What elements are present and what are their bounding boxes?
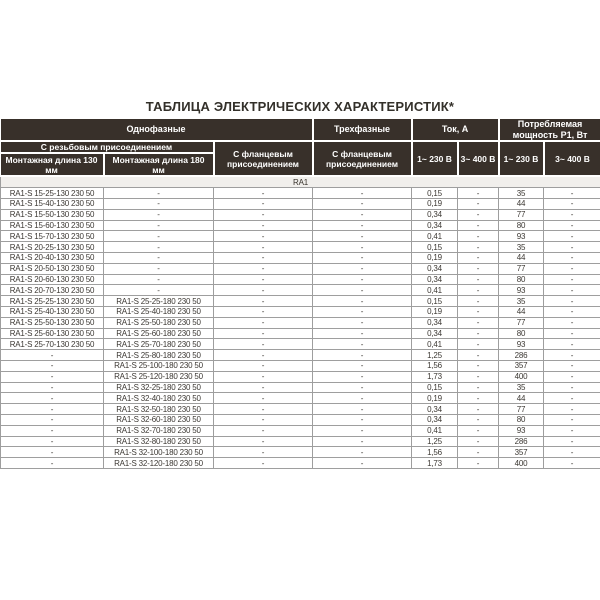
table-cell: - — [313, 199, 412, 210]
table-cell: RA1-S 32-60-180 230 50 — [104, 414, 214, 425]
table-cell: - — [544, 425, 600, 436]
table-row — [1, 263, 600, 274]
table-cell: RA1-S 32-25-180 230 50 — [104, 382, 214, 393]
table-cell: RA1-S 15-25-130 230 50 — [1, 188, 104, 199]
table-cell: - — [313, 317, 412, 328]
table-cell: RA1-S 15-70-130 230 50 — [1, 231, 104, 242]
table-cell: - — [214, 447, 313, 458]
series-row — [1, 176, 600, 188]
table-cell: - — [214, 350, 313, 361]
table-row — [1, 253, 600, 264]
series-label: RA1 — [1, 176, 600, 188]
header-power-group: Потребляемая мощность Р1, Вт — [499, 119, 600, 141]
table-cell: 0,34 — [412, 220, 458, 231]
table-row — [1, 328, 600, 339]
table-cell: 286 — [499, 350, 544, 361]
table-cell: RA1-S 25-40-130 230 50 — [1, 307, 104, 318]
header-current-400: 3~ 400 В — [458, 141, 499, 176]
table-cell: - — [544, 447, 600, 458]
table-cell: - — [458, 317, 499, 328]
table-cell: - — [544, 285, 600, 296]
table-cell: - — [458, 458, 499, 469]
table-cell: - — [214, 425, 313, 436]
table-cell: - — [1, 436, 104, 447]
table-cell: - — [458, 263, 499, 274]
table-cell: RA1-S 20-40-130 230 50 — [1, 253, 104, 264]
header-flanged-three: С фланцевым присоединением — [313, 141, 412, 176]
table-cell: 44 — [499, 253, 544, 264]
table-cell: 1,25 — [412, 350, 458, 361]
table-cell: - — [104, 253, 214, 264]
table-cell: RA1-S 25-70-180 230 50 — [104, 339, 214, 350]
table-cell: - — [544, 242, 600, 253]
table-cell: - — [214, 458, 313, 469]
table-cell: RA1-S 25-100-180 230 50 — [104, 360, 214, 371]
table-cell: - — [544, 404, 600, 415]
table-row — [1, 317, 600, 328]
table-row — [1, 371, 600, 382]
table-row — [1, 447, 600, 458]
table-row — [1, 350, 600, 361]
table-cell: - — [214, 285, 313, 296]
table-cell: RA1-S 25-50-130 230 50 — [1, 317, 104, 328]
table-cell: RA1-S 20-25-130 230 50 — [1, 242, 104, 253]
table-cell: - — [214, 339, 313, 350]
table-cell: 80 — [499, 328, 544, 339]
table-cell: - — [104, 188, 214, 199]
table-cell: - — [458, 199, 499, 210]
table-cell: RA1-S 25-80-180 230 50 — [104, 350, 214, 361]
table-cell: - — [1, 382, 104, 393]
header-mount-length-130: Монтажная длина 130 мм — [1, 153, 104, 176]
table-cell: - — [544, 382, 600, 393]
table-cell: - — [1, 350, 104, 361]
table-cell: 1,25 — [412, 436, 458, 447]
table-cell: - — [313, 242, 412, 253]
table-row — [1, 231, 600, 242]
table-cell: - — [458, 328, 499, 339]
table-cell: 44 — [499, 393, 544, 404]
table-row — [1, 404, 600, 415]
table-cell: - — [214, 382, 313, 393]
table-cell: - — [214, 231, 313, 242]
table-cell: - — [104, 242, 214, 253]
table-cell: 44 — [499, 307, 544, 318]
header-three-phase: Трехфазные — [313, 119, 412, 141]
table-cell: RA1-S 32-100-180 230 50 — [104, 447, 214, 458]
table-cell: 0,15 — [412, 382, 458, 393]
electrical-characteristics-table — [0, 119, 600, 469]
table-cell: - — [544, 188, 600, 199]
table-cell: - — [1, 360, 104, 371]
table-cell: 77 — [499, 263, 544, 274]
table-cell: - — [104, 263, 214, 274]
table-cell: 0,19 — [412, 307, 458, 318]
table-cell: RA1-S 15-40-130 230 50 — [1, 199, 104, 210]
table-cell: RA1-S 15-50-130 230 50 — [1, 209, 104, 220]
table-cell: - — [458, 296, 499, 307]
table-cell: - — [214, 188, 313, 199]
table-cell: - — [313, 360, 412, 371]
table-row — [1, 209, 600, 220]
table-cell: - — [544, 339, 600, 350]
table-cell: 0,19 — [412, 393, 458, 404]
header-flanged-single: С фланцевым присоединением — [214, 141, 313, 176]
table-cell: - — [214, 328, 313, 339]
table-cell: - — [313, 274, 412, 285]
table-cell: - — [104, 285, 214, 296]
table-cell: - — [544, 209, 600, 220]
table-body — [1, 176, 600, 468]
table-cell: - — [313, 296, 412, 307]
header-current-group: Ток, А — [412, 119, 499, 141]
table-cell: - — [544, 253, 600, 264]
table-cell: - — [544, 307, 600, 318]
table-cell: - — [214, 220, 313, 231]
table-cell: 357 — [499, 447, 544, 458]
table-cell: 80 — [499, 220, 544, 231]
table-cell: - — [214, 263, 313, 274]
header-power-400: 3~ 400 В — [544, 141, 600, 176]
table-cell: 35 — [499, 242, 544, 253]
table-cell: RA1-S 25-40-180 230 50 — [104, 307, 214, 318]
table-cell: RA1-S 20-60-130 230 50 — [1, 274, 104, 285]
table-cell: RA1-S 32-50-180 230 50 — [104, 404, 214, 415]
table-cell: - — [313, 458, 412, 469]
table-cell: - — [458, 274, 499, 285]
table-cell: - — [544, 296, 600, 307]
table-cell: - — [313, 188, 412, 199]
table-row — [1, 436, 600, 447]
table-cell: 0,19 — [412, 253, 458, 264]
table-cell: - — [214, 393, 313, 404]
table-cell: - — [214, 253, 313, 264]
table-cell: RA1-S 15-60-130 230 50 — [1, 220, 104, 231]
table-cell: 0,15 — [412, 296, 458, 307]
table-cell: 93 — [499, 285, 544, 296]
table-cell: - — [214, 274, 313, 285]
table-cell: - — [313, 350, 412, 361]
table-cell: 80 — [499, 414, 544, 425]
table-cell: - — [458, 350, 499, 361]
table-cell: 0,34 — [412, 274, 458, 285]
table-cell: - — [458, 220, 499, 231]
table-cell: RA1-S 25-60-130 230 50 — [1, 328, 104, 339]
table-cell: - — [313, 404, 412, 415]
table-cell: - — [313, 285, 412, 296]
table-cell: - — [214, 404, 313, 415]
table-cell: RA1-S 32-40-180 230 50 — [104, 393, 214, 404]
table-cell: 77 — [499, 317, 544, 328]
table-cell: - — [1, 371, 104, 382]
table-cell: - — [544, 414, 600, 425]
table-cell: 400 — [499, 371, 544, 382]
table-cell: - — [544, 371, 600, 382]
table-cell: 0,34 — [412, 317, 458, 328]
table-cell: - — [544, 274, 600, 285]
header-single-phase: Однофазные — [1, 119, 313, 141]
table-cell: - — [1, 458, 104, 469]
table-cell: 1,73 — [412, 371, 458, 382]
table-row — [1, 360, 600, 371]
table-cell: - — [104, 220, 214, 231]
table-cell: 93 — [499, 231, 544, 242]
table-cell: - — [214, 307, 313, 318]
table-cell: 0,41 — [412, 285, 458, 296]
table-cell: - — [1, 404, 104, 415]
table-cell: - — [458, 414, 499, 425]
table-cell: - — [313, 339, 412, 350]
table-row — [1, 307, 600, 318]
table-cell: - — [313, 436, 412, 447]
table-cell: RA1-S 25-25-180 230 50 — [104, 296, 214, 307]
table-header — [1, 119, 600, 176]
table-cell: - — [1, 414, 104, 425]
table-cell: 44 — [499, 199, 544, 210]
table-cell: - — [458, 188, 499, 199]
table-row — [1, 188, 600, 199]
table-cell: RA1-S 20-50-130 230 50 — [1, 263, 104, 274]
table-cell: - — [544, 199, 600, 210]
table-cell: - — [214, 296, 313, 307]
table-cell: 0,19 — [412, 199, 458, 210]
table-cell: - — [214, 242, 313, 253]
table-cell: 1,56 — [412, 447, 458, 458]
table-cell: 357 — [499, 360, 544, 371]
table-cell: - — [214, 414, 313, 425]
table-cell: RA1-S 25-50-180 230 50 — [104, 317, 214, 328]
table-cell: - — [1, 393, 104, 404]
table-cell: 1,73 — [412, 458, 458, 469]
table-row — [1, 339, 600, 350]
table-cell: RA1-S 25-60-180 230 50 — [104, 328, 214, 339]
table-cell: - — [214, 360, 313, 371]
table-cell: RA1-S 25-120-180 230 50 — [104, 371, 214, 382]
table-cell: - — [458, 360, 499, 371]
table-cell: - — [458, 285, 499, 296]
table-cell: 77 — [499, 404, 544, 415]
header-current-230: 1~ 230 В — [412, 141, 458, 176]
table-cell: - — [104, 231, 214, 242]
table-row — [1, 242, 600, 253]
table-cell: 400 — [499, 458, 544, 469]
table-cell: - — [458, 447, 499, 458]
page-title: ТАБЛИЦА ЭЛЕКТРИЧЕСКИХ ХАРАКТЕРИСТИК* — [145, 99, 455, 114]
table-cell: - — [214, 209, 313, 220]
table-cell: RA1-S 25-25-130 230 50 — [1, 296, 104, 307]
table-cell: - — [544, 436, 600, 447]
table-cell: - — [458, 339, 499, 350]
table-cell: - — [1, 425, 104, 436]
table-cell: - — [458, 242, 499, 253]
table-cell: - — [544, 220, 600, 231]
table-cell: RA1-S 32-70-180 230 50 — [104, 425, 214, 436]
table-cell: 35 — [499, 382, 544, 393]
header-power-230: 1~ 230 В — [499, 141, 544, 176]
table-cell: 93 — [499, 425, 544, 436]
table-cell: - — [313, 447, 412, 458]
table-cell: - — [313, 253, 412, 264]
table-cell: - — [214, 436, 313, 447]
table-cell: - — [313, 414, 412, 425]
table-cell: - — [544, 328, 600, 339]
table-row — [1, 285, 600, 296]
table-cell: - — [544, 350, 600, 361]
table-cell: 286 — [499, 436, 544, 447]
table-cell: - — [104, 199, 214, 210]
table-cell: - — [214, 199, 313, 210]
table-cell: 0,34 — [412, 209, 458, 220]
table-cell: - — [1, 447, 104, 458]
table-cell: - — [313, 307, 412, 318]
table-row — [1, 458, 600, 469]
table-cell: - — [313, 220, 412, 231]
table-cell: - — [313, 209, 412, 220]
table-cell: - — [104, 209, 214, 220]
table-cell: - — [313, 263, 412, 274]
table-row — [1, 382, 600, 393]
table-cell: - — [458, 425, 499, 436]
table-cell: - — [458, 307, 499, 318]
table-cell: 35 — [499, 188, 544, 199]
table-cell: 0,15 — [412, 188, 458, 199]
table-cell: - — [458, 404, 499, 415]
header-mount-length-180: Монтажная длина 180 мм — [104, 153, 214, 176]
table-cell: 93 — [499, 339, 544, 350]
table-cell: - — [458, 382, 499, 393]
table-cell: - — [313, 393, 412, 404]
table-cell: - — [313, 425, 412, 436]
table-cell: 0,34 — [412, 263, 458, 274]
header-threaded-connection: С резьбовым присоединением — [1, 141, 214, 153]
table-cell: - — [458, 231, 499, 242]
table-row — [1, 199, 600, 210]
table-row — [1, 425, 600, 436]
table-cell: - — [458, 371, 499, 382]
table-row — [1, 296, 600, 307]
table-cell: - — [313, 231, 412, 242]
table-cell: - — [313, 371, 412, 382]
table-cell: - — [458, 209, 499, 220]
table-row — [1, 220, 600, 231]
table-cell: RA1-S 32-80-180 230 50 — [104, 436, 214, 447]
table-cell: - — [544, 458, 600, 469]
table-cell: 0,34 — [412, 414, 458, 425]
table-cell: 1,56 — [412, 360, 458, 371]
table-cell: - — [544, 263, 600, 274]
table-cell: - — [313, 328, 412, 339]
table-cell: 0,41 — [412, 339, 458, 350]
table-cell: - — [104, 274, 214, 285]
table-cell: RA1-S 25-70-130 230 50 — [1, 339, 104, 350]
table-cell: RA1-S 20-70-130 230 50 — [1, 285, 104, 296]
table-row — [1, 274, 600, 285]
table-cell: - — [544, 360, 600, 371]
table-cell: - — [214, 371, 313, 382]
table-cell: - — [544, 317, 600, 328]
table-cell: - — [458, 436, 499, 447]
table-cell: - — [544, 231, 600, 242]
table-cell: 77 — [499, 209, 544, 220]
table-cell: - — [458, 393, 499, 404]
table-row — [1, 414, 600, 425]
table-cell: 0,15 — [412, 242, 458, 253]
table-cell: 0,34 — [412, 328, 458, 339]
table-cell: RA1-S 32-120-180 230 50 — [104, 458, 214, 469]
table-cell: - — [544, 393, 600, 404]
table-cell: 0,41 — [412, 231, 458, 242]
table-cell: 0,34 — [412, 404, 458, 415]
table-cell: - — [313, 382, 412, 393]
table-cell: 0,41 — [412, 425, 458, 436]
table-row — [1, 393, 600, 404]
table-cell: 80 — [499, 274, 544, 285]
table-cell: - — [214, 317, 313, 328]
table-cell: 35 — [499, 296, 544, 307]
table-cell: - — [458, 253, 499, 264]
